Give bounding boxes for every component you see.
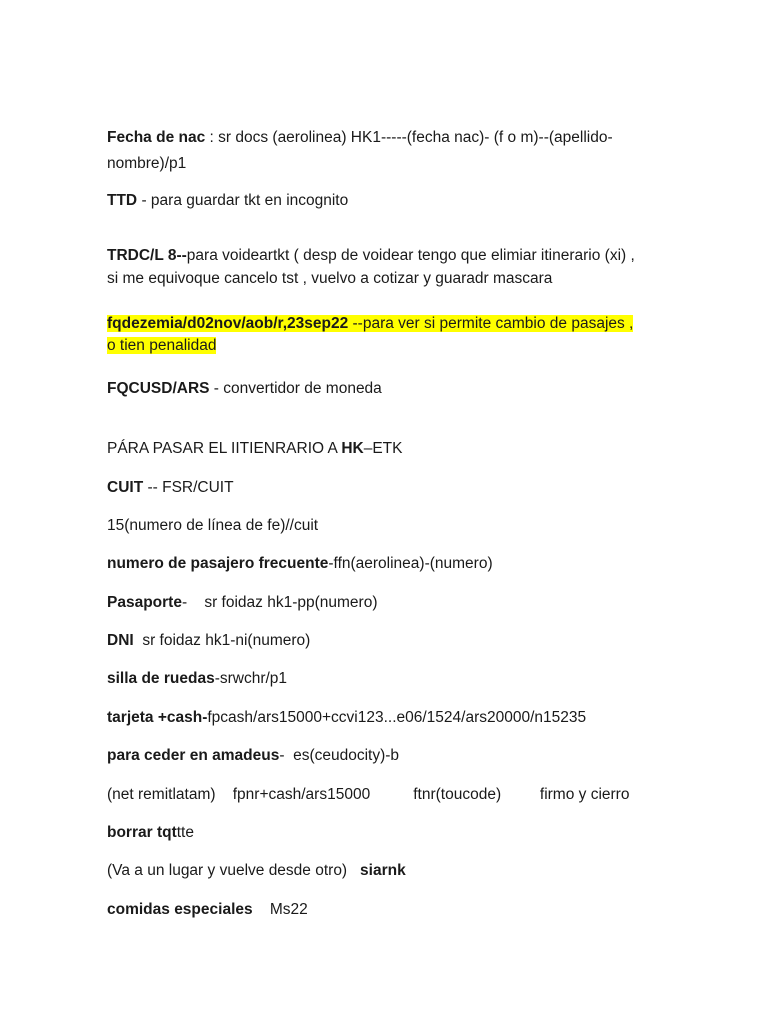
keyword-fqdezemia: fqdezemia/d02nov/aob/r,23sep22 [107,315,349,332]
text-fqcusd: - convertidor de moneda [209,380,382,397]
note-fqdezemia [107,313,633,335]
note-trdc [107,245,635,267]
note-pasajero-frecuente [107,553,493,575]
text-fecha-nac-cont: nombre)/p1 [107,155,187,172]
text-tarjeta-cash: fpcash/ars15000+ccvi123...e06/1524/ars20000/n15235 [207,709,587,726]
keyword-siarnk: siarnk [360,862,406,879]
text-pasajero-frecuente: -ffn(aerolinea)-(numero) [328,555,493,572]
text-trdc-cont: si me equivoque cancelo tst , vuelvo a cotizar y guaradr mascara [107,270,553,287]
text-fqdezemia-cont: o tien penalidad [107,337,217,354]
keyword-silla-ruedas: silla de ruedas [107,670,215,687]
text-va-lugar: (Va a un lugar y vuelve desde otro) [107,862,361,879]
text-trdc: para voideartkt ( desp de voidear tengo que elimiar itinerario (xi) , [186,247,635,264]
note-tarjeta-cash [107,707,586,729]
note-siarnk [107,860,406,882]
keyword-comidas: comidas especiales [107,901,253,918]
note-pasar-hk [107,438,402,460]
note-trdc-cont [107,268,552,290]
note-fqdezemia-cont [107,335,216,357]
text-ttd: - para guardar tkt en incognito [137,192,349,209]
keyword-tarjeta-cash: tarjeta +cash- [107,709,208,726]
text-etk: –ETK [363,440,403,457]
note-dni [107,630,310,652]
keyword-borrar-tqt: borrar tqt [107,824,177,841]
note-ceder-amadeus [107,745,399,767]
note-numero-linea [107,515,318,537]
keyword-pasajero-frecuente: numero de pasajero frecuente [107,555,329,572]
text-silla-ruedas: -srwchr/p1 [214,670,288,687]
text-numero-linea: 15(numero de línea de fe)//cuit [107,517,319,534]
keyword-fqcusd: FQCUSD/ARS [107,380,210,397]
keyword-cuit: CUIT [107,479,144,496]
note-fecha-nac-cont [107,153,186,175]
keyword-trdc: TRDC/L 8-- [107,247,187,264]
text-comidas: Ms22 [252,901,308,918]
text-pasaporte: - sr foidaz hk1-pp(numero) [181,594,378,611]
keyword-dni: DNI [107,632,134,649]
note-pasaporte [107,592,378,614]
text-cuit: -- FSR/CUIT [143,479,234,496]
highlighted-text [107,315,633,332]
text-fecha-nac: : sr docs (aerolinea) HK1-----(fecha nac)- (f o m)--(apellido- [205,129,613,146]
note-comidas [107,899,308,921]
text-fqdezemia: --para ver si permite cambio de pasajes , [348,315,634,332]
note-ttd [107,190,348,212]
keyword-pasaporte: Pasaporte [107,594,182,611]
text-net-remit: (net remitlatam) fpnr+cash/ars15000 ftnr(toucode) firmo y cierro [107,786,630,803]
text-ceder-amadeus: - es(ceudocity)-b [279,747,400,764]
keyword-fecha-nac: Fecha de nac [107,129,206,146]
note-silla-ruedas [107,668,287,690]
text-pasar: PÁRA PASAR EL IITIENRARIO A [107,440,342,457]
note-net-remit [107,784,629,806]
note-cuit [107,477,234,499]
text-dni: sr foidaz hk1-ni(numero) [133,632,311,649]
keyword-hk: HK [341,440,364,457]
note-fqcusd [107,378,382,400]
keyword-ceder-amadeus: para ceder en amadeus [107,747,280,764]
keyword-ttd: TTD [107,192,138,209]
note-borrar-tqt [107,822,194,844]
text-borrar-tqt: tte [176,824,194,841]
note-fecha-nac [107,127,613,149]
